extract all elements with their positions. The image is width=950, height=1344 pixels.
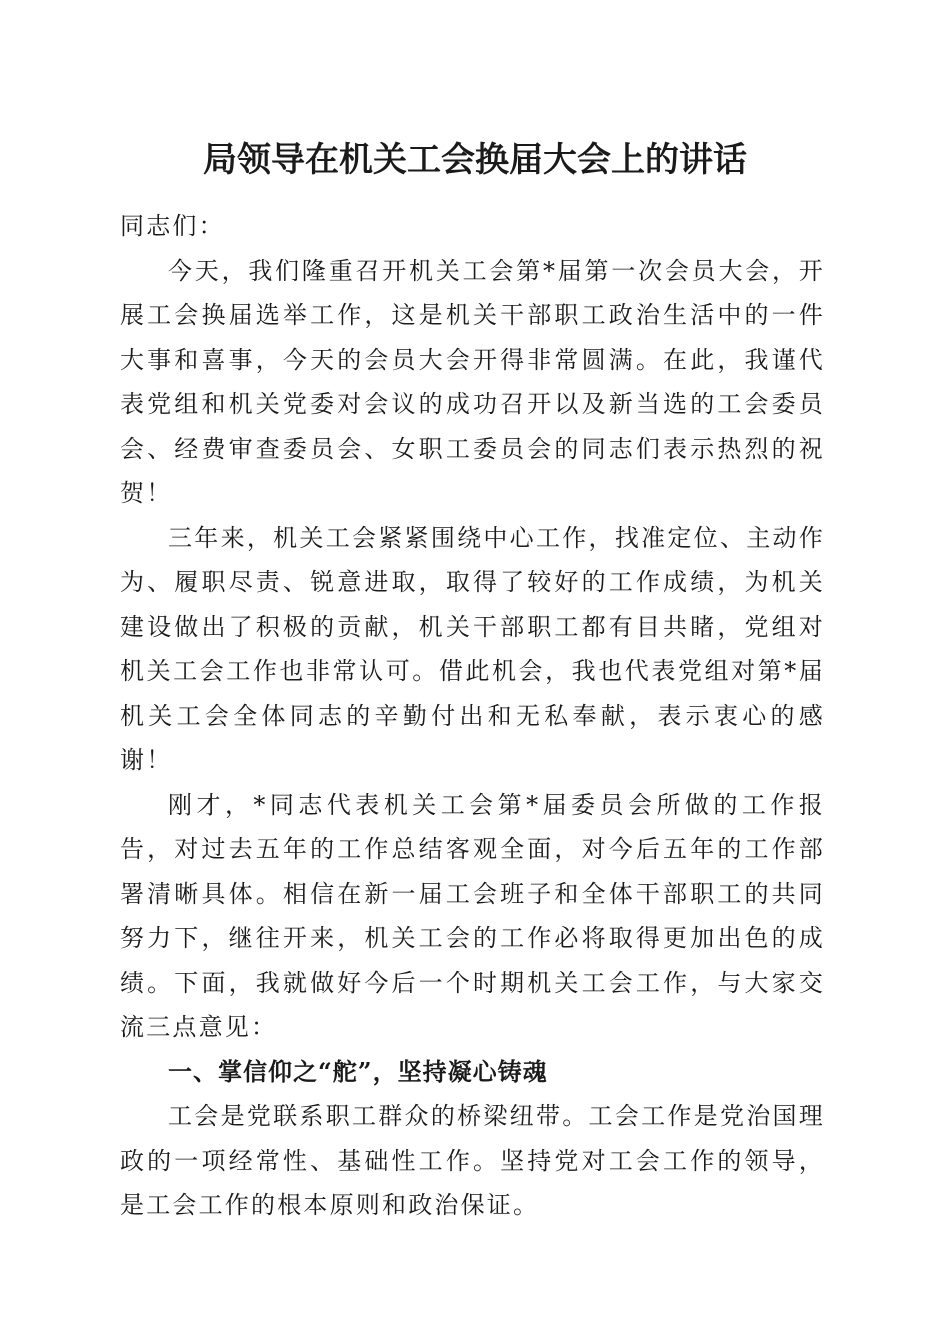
paragraph-report: 刚才，*同志代表机关工会第*届委员会所做的工作报告，对过去五年的工作总结客观全面，对今后五年的工作部署清晰具体。相信在新一届工会班子和全体干部职工的共同努力下，继往开来，机关工会的工作必将取得更加出色的成绩。下面，我就做好今后一个时期机关工会工作，与大家交流三点意见： — [120, 790, 825, 1041]
salutation: 同志们： — [120, 212, 225, 240]
paragraph-opening: 今天，我们隆重召开机关工会第*届第一次会员大会，开展工会换届选举工作，这是机关干部职工政治生活中的一件大事和喜事，今天的会员大会开得非常圆满。在此，我谨代表党组和机关党委对会议的成功召开以及新当选的工会委员会、经费审查委员会、女职工委员会的同志们表示热烈的祝贺！ — [120, 256, 825, 507]
document-title: 局领导在机关工会换届大会上的讲话 — [203, 140, 747, 180]
document-body — [120, 204, 825, 1228]
paragraph-achievements: 三年来，机关工会紧紧围绕中心工作，找准定位、主动作为、履职尽责、锐意进取，取得了较好的工作成绩，为机关建设做出了积极的贡献，机关干部职工都有目共睹，党组对机关工会工作也非常认可。借此机会，我也代表党组对第*届机关工会全体同志的辛勤付出和无私奉献，表示衷心的感谢！ — [120, 523, 825, 774]
section-heading: 一、掌信仰之“舵”，坚持凝心铸魂 — [168, 1056, 548, 1086]
paragraph-section-1: 工会是党联系职工群众的桥梁纽带。工会工作是党治国理政的一项经常性、基础性工作。坚持党对工会工作的领导，是工会工作的根本原则和政治保证。 — [120, 1102, 825, 1219]
